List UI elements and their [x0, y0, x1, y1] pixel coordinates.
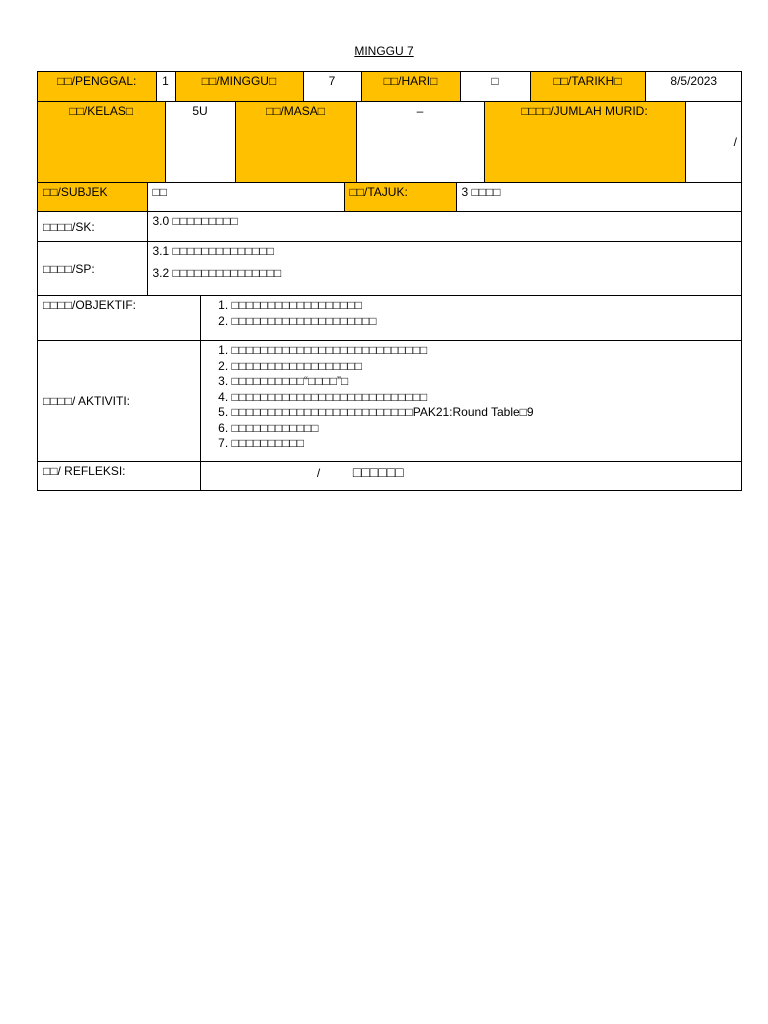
- sk-row: [38, 212, 742, 242]
- tarikh-label: □□/TARIKH□: [530, 72, 645, 101]
- page-title: MINGGU 7: [354, 44, 414, 58]
- aktiviti-item: 2. □□□□□□□□□□□□□□□□□□: [232, 359, 738, 375]
- objektif-row: [38, 296, 742, 341]
- kelas-label: □□/KELAS□: [38, 102, 165, 182]
- objektif-item: 2. □□□□□□□□□□□□□□□□□□□□: [232, 314, 738, 330]
- refleksi-value: □□□□□□: [352, 464, 404, 480]
- aktiviti-item: 6. □□□□□□□□□□□□: [232, 421, 738, 437]
- tarikh-value: 8/5/2023: [645, 72, 742, 101]
- jumlah-murid-value: /: [685, 102, 742, 182]
- sp-label: □□□□/SP:: [43, 261, 95, 276]
- minggu-label: □□/MINGGU□: [175, 72, 303, 101]
- kelas-value: 5U: [165, 102, 235, 182]
- refleksi-slash: /: [316, 466, 321, 480]
- header-row: [38, 72, 742, 102]
- masa-label: □□/MASA□: [235, 102, 356, 182]
- subjek-value: □□: [147, 183, 344, 211]
- aktiviti-item: 1. □□□□□□□□□□□□□□□□□□□□□□□□□□□: [232, 343, 738, 359]
- aktiviti-label: □□□□/ AKTIVITI:: [43, 394, 131, 408]
- minggu-value: 7: [303, 72, 361, 101]
- masa-value: –: [356, 102, 484, 182]
- refleksi-label: □□/ REFLEKSI:: [43, 464, 126, 478]
- class-row: [38, 102, 742, 183]
- subjek-label: □□/SUBJEK: [38, 183, 147, 211]
- sk-label: □□□□/SK:: [43, 219, 95, 234]
- refleksi-row: [38, 462, 742, 491]
- tajuk-value: 3 □□□□: [456, 183, 742, 211]
- aktiviti-item: 7. □□□□□□□□□□: [232, 436, 738, 452]
- jumlah-murid-label: □□□□/JUMLAH MURID:: [484, 102, 685, 182]
- penggal-value: 1: [156, 72, 175, 101]
- objektif-label: □□□□/OBJEKTIF:: [43, 298, 136, 312]
- objektif-list: [206, 298, 738, 329]
- sp-line: 3.2 □□□□□□□□□□□□□□□: [152, 266, 282, 280]
- lesson-plan-table: [37, 71, 742, 491]
- aktiviti-item: 5. □□□□□□□□□□□□□□□□□□□□□□□□□PAK21:Round Table□9: [232, 405, 738, 421]
- hari-label: □□/HARI□: [361, 72, 460, 101]
- aktiviti-row: [38, 341, 742, 462]
- aktiviti-list: [206, 343, 738, 452]
- sk-value: 3.0 □□□□□□□□□: [147, 212, 742, 241]
- aktiviti-item: 3. □□□□□□□□□□“□□□□”□: [232, 374, 738, 390]
- sp-row: [38, 242, 742, 296]
- objektif-item: 1. □□□□□□□□□□□□□□□□□□: [232, 298, 738, 314]
- aktiviti-item: 4. □□□□□□□□□□□□□□□□□□□□□□□□□□□: [232, 390, 738, 406]
- tajuk-label: □□/TAJUK:: [344, 183, 456, 211]
- penggal-label: □□/PENGGAL:: [38, 72, 156, 101]
- hari-value: □: [460, 72, 530, 101]
- subject-row: [38, 183, 742, 212]
- sp-line: 3.1 □□□□□□□□□□□□□□: [152, 244, 274, 258]
